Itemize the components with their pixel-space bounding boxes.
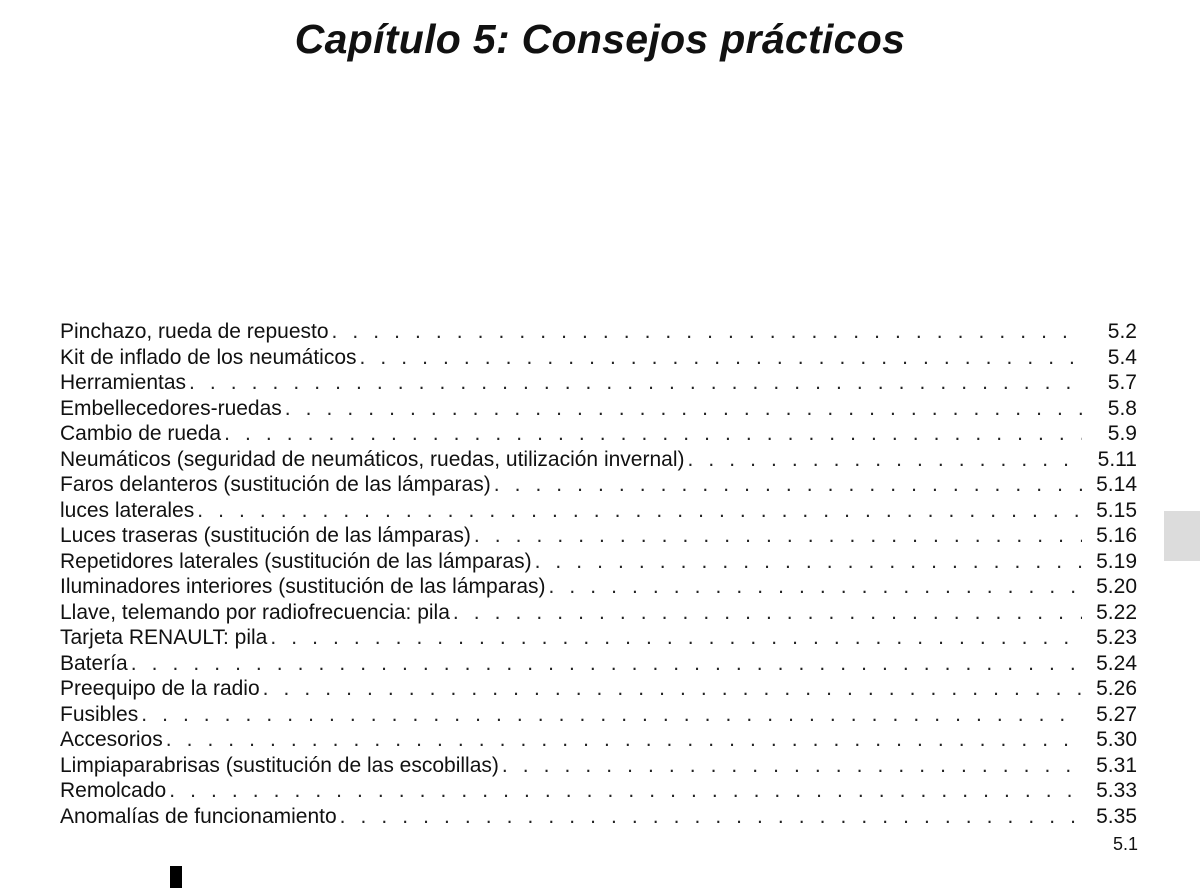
toc-entry[interactable] [60,574,1137,600]
toc-entry[interactable] [60,370,1137,396]
chapter-title: Capítulo 5: Consejos prácticos [294,16,906,62]
toc-entry[interactable] [60,753,1137,779]
toc-entry[interactable] [60,600,1137,626]
toc-entry[interactable] [60,498,1137,524]
toc-entry-page: 5.8 [1107,396,1137,420]
toc-entry-page: 5.14 [1096,473,1137,496]
toc-entry-label: Cambio de rueda [60,422,222,445]
toc-entry-page: 5.2 [1107,320,1137,343]
dot-leader [131,651,1082,677]
dot-leader [340,804,1082,830]
dot-leader [169,778,1082,804]
toc-entry-label: Kit de inflado de los neumáticos [60,345,357,369]
toc-entry-label: Repetidores laterales (sustitución de las lámparas) [60,549,532,573]
toc-entry-label: Llave, telemando por radiofrecuencia: pila [60,600,450,624]
toc-entry-page: 5.23 [1096,626,1137,649]
dot-leader [502,753,1082,779]
toc-entry-label: Pinchazo, rueda de repuesto [60,320,329,343]
toc-entry[interactable] [60,345,1137,371]
dot-leader [474,523,1082,549]
toc-entry[interactable] [60,625,1137,651]
toc-entry-label: Remolcado [60,779,167,802]
toc-entry[interactable] [60,472,1137,498]
toc-entry[interactable] [60,421,1137,447]
toc-entry-page: 5.33 [1096,779,1137,802]
toc-entry-page: 5.22 [1096,600,1137,624]
margin-mark [170,866,182,888]
dot-leader [535,549,1082,575]
toc-entry-label: Accesorios [60,728,163,751]
toc-entry-page: 5.26 [1096,677,1137,700]
toc-entry-page: 5.24 [1096,651,1137,675]
toc-entry-label: luces laterales [60,498,195,522]
toc-entry-label: Batería [60,651,128,675]
toc-entry-page: 5.16 [1096,524,1137,547]
toc-entry[interactable] [60,523,1137,549]
toc-entry-label: Tarjeta RENAULT: pila [60,626,268,649]
dot-leader [224,421,1082,447]
dot-leader [360,345,1082,371]
toc-entry-label: Herramientas [60,371,187,394]
dot-leader [141,702,1082,728]
toc-entry-label: Neumáticos (seguridad de neumáticos, ruedas, utilización invernal) [60,447,685,471]
toc-entry-page: 5.4 [1107,345,1137,369]
toc-entry-page: 5.31 [1096,753,1137,777]
dot-leader [285,396,1082,422]
toc-entry-page: 5.35 [1096,804,1137,828]
dot-leader [197,498,1082,524]
dot-leader [166,727,1082,753]
toc-entry-label: Fusibles [60,702,139,726]
toc-entry-page: 5.11 [1097,447,1137,471]
dot-leader [549,574,1082,600]
toc-entry-label: Anomalías de funcionamiento [60,804,337,828]
toc-entry[interactable] [60,702,1137,728]
dot-leader [263,676,1082,702]
toc-entry[interactable] [60,396,1137,422]
toc-entry[interactable] [60,676,1137,702]
toc-entry-label: Limpiaparabrisas (sustitución de las escobillas) [60,753,499,777]
dot-leader [494,472,1082,498]
toc-entry[interactable] [60,778,1137,804]
toc-entry-label: Luces traseras (sustitución de las lámparas) [60,524,471,547]
dot-leader [270,625,1082,651]
toc-entry[interactable] [60,549,1137,575]
toc-entry[interactable] [60,727,1137,753]
toc-entry-page: 5.9 [1107,422,1137,445]
toc-entry[interactable] [60,804,1137,830]
toc-entry-page: 5.27 [1096,702,1137,726]
toc-entry-page: 5.30 [1096,728,1137,751]
toc-entry-label: Embellecedores-ruedas [60,396,282,420]
toc-entry-page: 5.15 [1096,498,1137,522]
toc-entry-label: Faros delanteros (sustitución de las lámparas) [60,473,491,496]
toc-entry-label: Preequipo de la radio [60,677,260,700]
dot-leader [453,600,1082,626]
toc-entry[interactable] [60,319,1137,345]
chapter-thumb-tab [1164,511,1200,561]
dot-leader [189,370,1082,396]
dot-leader [687,447,1082,473]
toc-entry-label: Iluminadores interiores (sustitución de las lámparas) [60,575,546,598]
dot-leader [332,319,1082,345]
toc-entry-page: 5.20 [1096,575,1137,598]
table-of-contents [60,319,1137,829]
toc-entry[interactable] [60,651,1137,677]
toc-entry[interactable] [60,447,1137,473]
toc-entry-page: 5.7 [1107,371,1137,394]
toc-entry-page: 5.19 [1096,549,1137,573]
page-number: 5.1 [1112,834,1138,854]
